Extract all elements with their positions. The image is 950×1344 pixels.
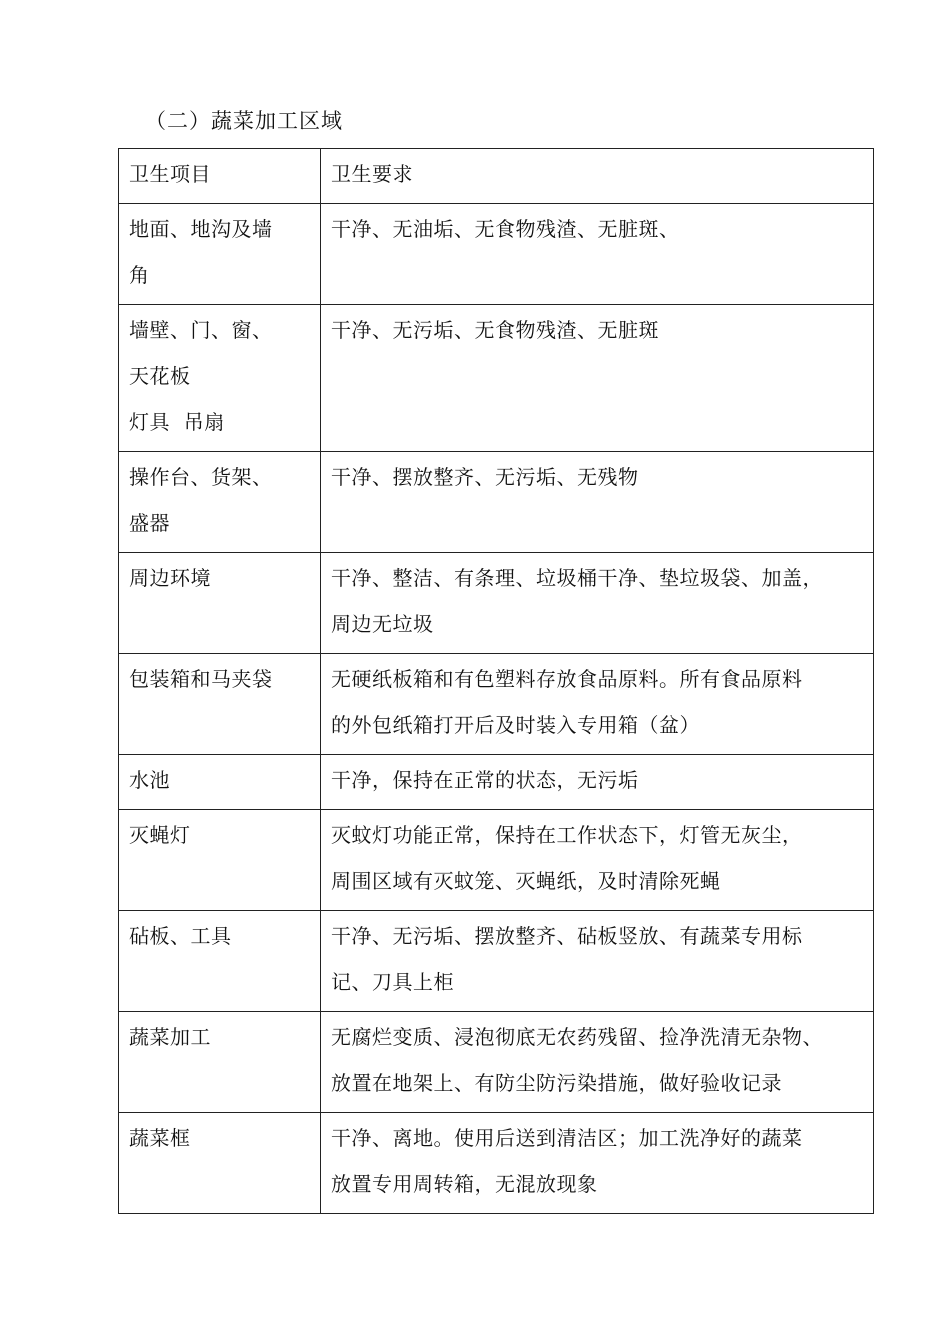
item-cell (119, 1113, 321, 1214)
header-requirement-label: 卫生要求 (331, 162, 413, 186)
table-header-row (119, 149, 874, 204)
item-text: 角 (129, 263, 150, 287)
item-cell (119, 553, 321, 654)
item-text: 蔬菜加工 (129, 1025, 211, 1049)
requirement-text: 放置在地架上、有防尘防污染措施，做好验收记录 (331, 1071, 782, 1095)
table-row (119, 755, 874, 810)
hygiene-standards-table (118, 148, 874, 1214)
requirement-cell (321, 755, 874, 810)
requirement-text: 干净、无油垢、无食物残渣、无脏斑、 (331, 217, 680, 241)
table-row (119, 305, 874, 452)
item-text: 水池 (129, 768, 170, 792)
requirement-cell (321, 1113, 874, 1214)
header-item-cell (119, 149, 321, 204)
requirement-text: 的外包纸箱打开后及时装入专用箱（盆） (331, 713, 700, 737)
table-row (119, 1012, 874, 1113)
requirement-text: 灭蚊灯功能正常，保持在工作状态下，灯管无灰尘， (331, 823, 803, 847)
item-cell (119, 204, 321, 305)
item-cell (119, 911, 321, 1012)
requirement-text: 干净、整洁、有条理、垃圾桶干净、垫垃圾袋、加盖， (331, 566, 823, 590)
requirement-cell (321, 1012, 874, 1113)
requirement-cell (321, 553, 874, 654)
item-text: 周边环境 (129, 566, 211, 590)
table-row (119, 911, 874, 1012)
requirement-cell (321, 911, 874, 1012)
table-row (119, 452, 874, 553)
requirement-cell (321, 204, 874, 305)
item-text: 地面、地沟及墙 (129, 217, 273, 241)
item-cell (119, 452, 321, 553)
header-item-label: 卫生项目 (129, 162, 211, 186)
requirement-cell (321, 305, 874, 452)
item-text: 蔬菜框 (129, 1126, 191, 1150)
requirement-text: 干净、离地。使用后送到清洁区；加工洗净好的蔬菜 (331, 1126, 803, 1150)
item-text: 天花板 (129, 364, 191, 388)
item-cell (119, 1012, 321, 1113)
requirement-cell (321, 452, 874, 553)
table-row (119, 654, 874, 755)
item-cell (119, 305, 321, 452)
requirement-text: 干净、摆放整齐、无污垢、无残物 (331, 465, 639, 489)
header-requirement-cell (321, 149, 874, 204)
item-text: 包装箱和马夹袋 (129, 667, 273, 691)
requirement-text: 干净、无污垢、摆放整齐、砧板竖放、有蔬菜专用标 (331, 924, 803, 948)
requirement-text: 周边无垃圾 (331, 612, 434, 636)
table-row (119, 553, 874, 654)
requirement-cell (321, 810, 874, 911)
item-text: 盛器 (129, 511, 170, 535)
table-row (119, 204, 874, 305)
requirement-text: 干净，保持在正常的状态，无污垢 (331, 768, 639, 792)
requirement-text: 无腐烂变质、浸泡彻底无农药残留、捡净洗清无杂物、 (331, 1025, 823, 1049)
requirement-text: 无硬纸板箱和有色塑料存放食品原料。所有食品原料 (331, 667, 803, 691)
item-text: 操作台、货架、 (129, 465, 273, 489)
requirement-text: 记、刀具上柜 (331, 970, 454, 994)
requirement-text: 周围区域有灭蚊笼、灭蝇纸，及时清除死蝇 (331, 869, 721, 893)
item-cell (119, 810, 321, 911)
requirement-text: 放置专用周转箱，无混放现象 (331, 1172, 598, 1196)
item-text: 墙壁、门、窗、 (129, 318, 273, 342)
item-text: 灯具 吊扇 (129, 410, 225, 434)
section-title: （二）蔬菜加工区域 (145, 109, 343, 133)
item-text: 砧板、工具 (129, 924, 232, 948)
item-cell (119, 755, 321, 810)
table-row (119, 1113, 874, 1214)
item-text: 灭蝇灯 (129, 823, 191, 847)
requirement-cell (321, 654, 874, 755)
item-cell (119, 654, 321, 755)
table-row (119, 810, 874, 911)
requirement-text: 干净、无污垢、无食物残渣、无脏斑 (331, 318, 659, 342)
